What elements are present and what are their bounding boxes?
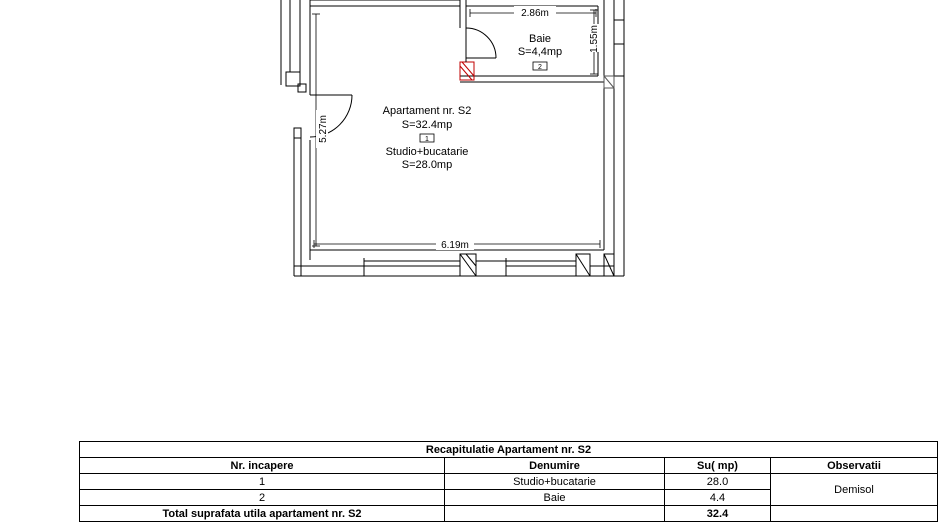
hatched-column-right	[604, 76, 614, 88]
row2-nr: 2	[80, 490, 445, 506]
table-row	[80, 474, 938, 490]
dim-bath-width: 2.86m	[521, 8, 549, 19]
room-tag-1-number: 1	[425, 136, 429, 143]
header-observatii: Observatii	[771, 458, 938, 474]
dim-width: 6.19m	[441, 240, 469, 251]
row1-su: 28.0	[665, 474, 771, 490]
room-tag-2-number: 2	[538, 64, 542, 71]
header-nr: Nr. incapere	[80, 458, 445, 474]
bathroom-area: S=4,4mp	[517, 46, 563, 58]
bathroom-name: Baie	[528, 33, 552, 45]
row1-nr: 1	[80, 474, 445, 490]
hatched-column	[460, 62, 474, 80]
total-empty	[445, 506, 665, 522]
observatii-value: Demisol	[771, 474, 938, 506]
header-su: Su( mp)	[665, 458, 771, 474]
apartment-area: S=32.4mp	[401, 119, 453, 131]
header-denumire: Denumire	[445, 458, 665, 474]
row2-name: Baie	[445, 490, 665, 506]
total-value: 32.4	[665, 506, 771, 522]
bathroom-door[interactable]	[466, 28, 496, 62]
table-title: Recapitulatie Apartament nr. S2	[80, 442, 938, 458]
recap-table	[79, 441, 938, 522]
row1-name: Studio+bucatarie	[445, 474, 665, 490]
dimension-lines	[312, 9, 600, 248]
table-total-row	[80, 506, 938, 522]
walls	[281, 0, 624, 276]
dim-bath-height: 1.55m	[589, 25, 600, 53]
dim-depth: 5.27m	[318, 115, 329, 143]
apartment-label: Apartament nr. S2	[382, 105, 472, 117]
total-label: Total suprafata utila apartament nr. S2	[80, 506, 445, 522]
row2-su: 4.4	[665, 490, 771, 506]
studio-area: S=28.0mp	[401, 159, 453, 171]
studio-name: Studio+bucatarie	[385, 146, 469, 158]
total-observatii-empty	[771, 506, 938, 522]
